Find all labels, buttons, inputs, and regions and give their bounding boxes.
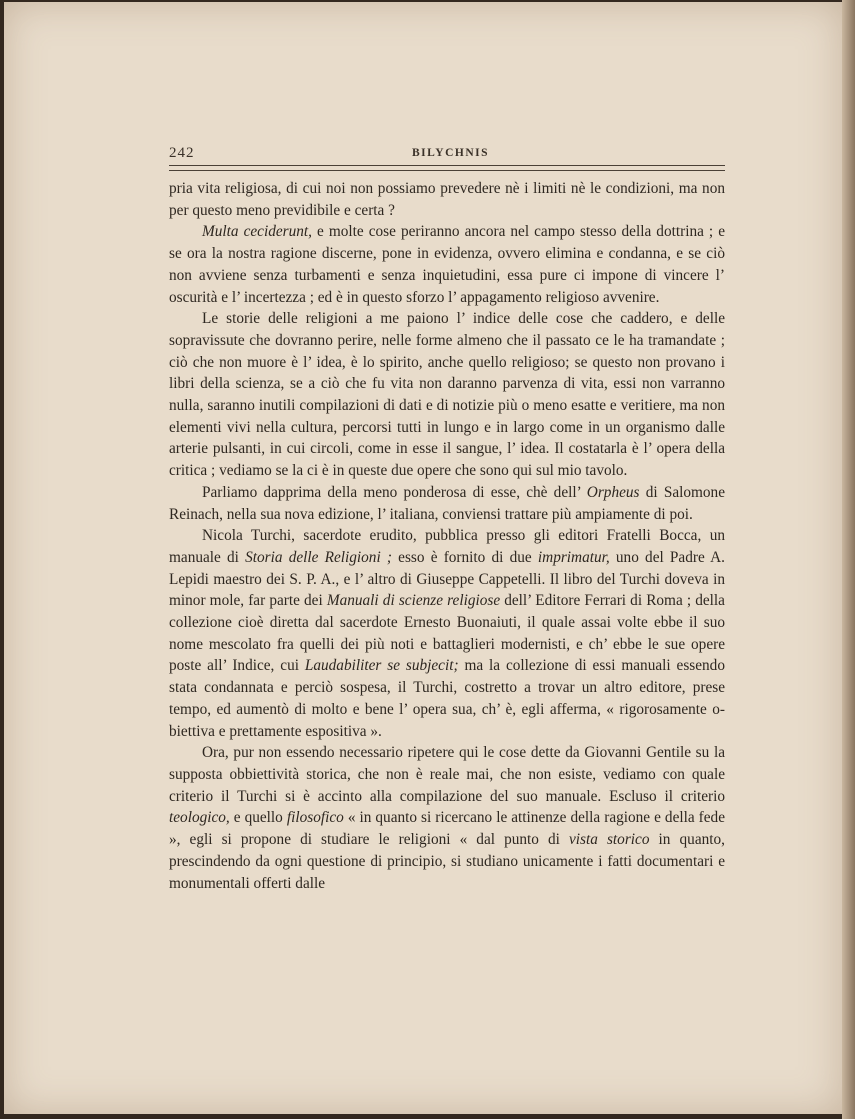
text-run: Nicola Turchi, sacerdote erudito, pubblica presso gli editori Fratelli Bocca, un manuale di xyxy=(169,527,725,566)
text-run: « in quanto si ricercano le attinenze della ragione e della fede », egli si propone di studiare le religioni « dal punto di xyxy=(169,809,725,849)
text-run: esso è fornito di due xyxy=(391,548,538,566)
text-run: in quanto, prescindendo da ogni questione di principio, si studiano unicamente i fatti documentari e monumentali offerti dalle xyxy=(169,831,725,892)
paragraph xyxy=(169,178,725,221)
text-run: e quello xyxy=(229,809,287,827)
text-run: Le storie delle religioni a me paiono l’ indice delle cose che caddero, e delle sopravissute che dovranno perire, nelle forme almeno che il passato ce le ha tramandate ; ciò che non muore è l’ idea, è lo spirito, anche quello religioso; se questo non provano i libri della scienza, se a ciò che fu vita non daranno parvenza di vita, essi non varranno nulla, saranno inutili compilazioni di dati e di notizie più o meno esatte e veritiere, ma non elementi vivi nella cultura, percorsi tutti in lungo e in largo come in un organismo dalle arterie pulsanti, in cui circoli, come in esse il sangue, l’ idea. Il costatarla è l’ opera della critica ; vediamo se la ci è in queste due opere che sono qui sul mio tavolo. xyxy=(169,310,725,480)
italic-text: vista storico xyxy=(569,831,650,849)
paragraph xyxy=(169,525,725,742)
text-run: pria vita religiosa, di cui noi non possiamo prevedere nè i limiti nè le condizioni, ma non per questo meno previdibile e certa ? xyxy=(169,180,725,219)
paragraph xyxy=(169,482,725,525)
text-run: Parliamo dapprima della meno ponderosa di esse, chè dell’ xyxy=(202,483,587,501)
italic-text: Multa ceciderunt, xyxy=(202,223,312,241)
body-text xyxy=(169,178,725,894)
paragraph xyxy=(169,221,725,308)
running-title: BILYCHNIS xyxy=(412,147,489,159)
italic-text: Laudabiliter se subjecit; xyxy=(304,657,459,675)
page-number: 242 xyxy=(169,145,195,161)
header-rule xyxy=(169,165,725,171)
italic-text: Orpheus xyxy=(586,483,640,501)
text-run: dell’ Editore Ferrari di Roma ; della collezione cioè diretta dal sacerdote Ernesto Buonaiuti, il quale assai volte ebbe il suo nome mescolato fra quelli dei più noti e battaglieri modernisti, e ch’ ebbe le sue opere poste all’ Indice, cui xyxy=(169,592,725,675)
text-run: e molte cose periranno ancora nel campo stesso della dottrina ; e se ora la nostra ragione discerne, pone in evidenza, ovvero elimina e condanna, e se ciò non avviene senza turbamenti e senza inquietudini, essa pure ci impone di vincere l’ oscurità e l’ incertezza ; ed è in questo sforzo l’ appagamento religioso avvenire. xyxy=(169,223,726,306)
italic-text: filosofico xyxy=(286,809,344,827)
text-run: uno del Padre A. Lepidi maestro dei S. P. A., e l’ altro di Giuseppe Cappetelli. Il libro del Turchi doveva in minor mole, far parte dei xyxy=(169,548,725,610)
text-run: Ora, pur non essendo necessario ripetere qui le cose dette da Giovanni Gentile su la supposta obbiettività storica, che non è reale mai, che non esiste, vediamo con quale criterio il Turchi si è accinto alla compilazione del suo manuale. Escluso il criterio xyxy=(169,744,725,805)
page-edge xyxy=(842,0,855,1119)
text-run: di Salomone Reinach, nella sua nova edizione, l’ italiana, conviensi trattare più ampiamente di poi. xyxy=(169,483,725,523)
page-header xyxy=(169,145,725,163)
paragraph xyxy=(169,308,725,482)
paragraph xyxy=(169,742,725,894)
italic-text: imprimatur, xyxy=(537,548,610,566)
italic-text: teologico, xyxy=(169,809,230,827)
italic-text: Storia delle Religioni ; xyxy=(245,548,392,566)
text-run: ma la collezione di essi manuali essendo stata condannata e perciò sospesa, il Turchi, costretto a trovar un altro editore, prese tempo, ed aumentò di molto e bene l’ opera sua, ch’ è, egli afferma, « rigorosamente obiettiva e prettamente espositiva ». xyxy=(169,657,725,740)
italic-text: Manuali di scienze religiose xyxy=(326,592,501,610)
